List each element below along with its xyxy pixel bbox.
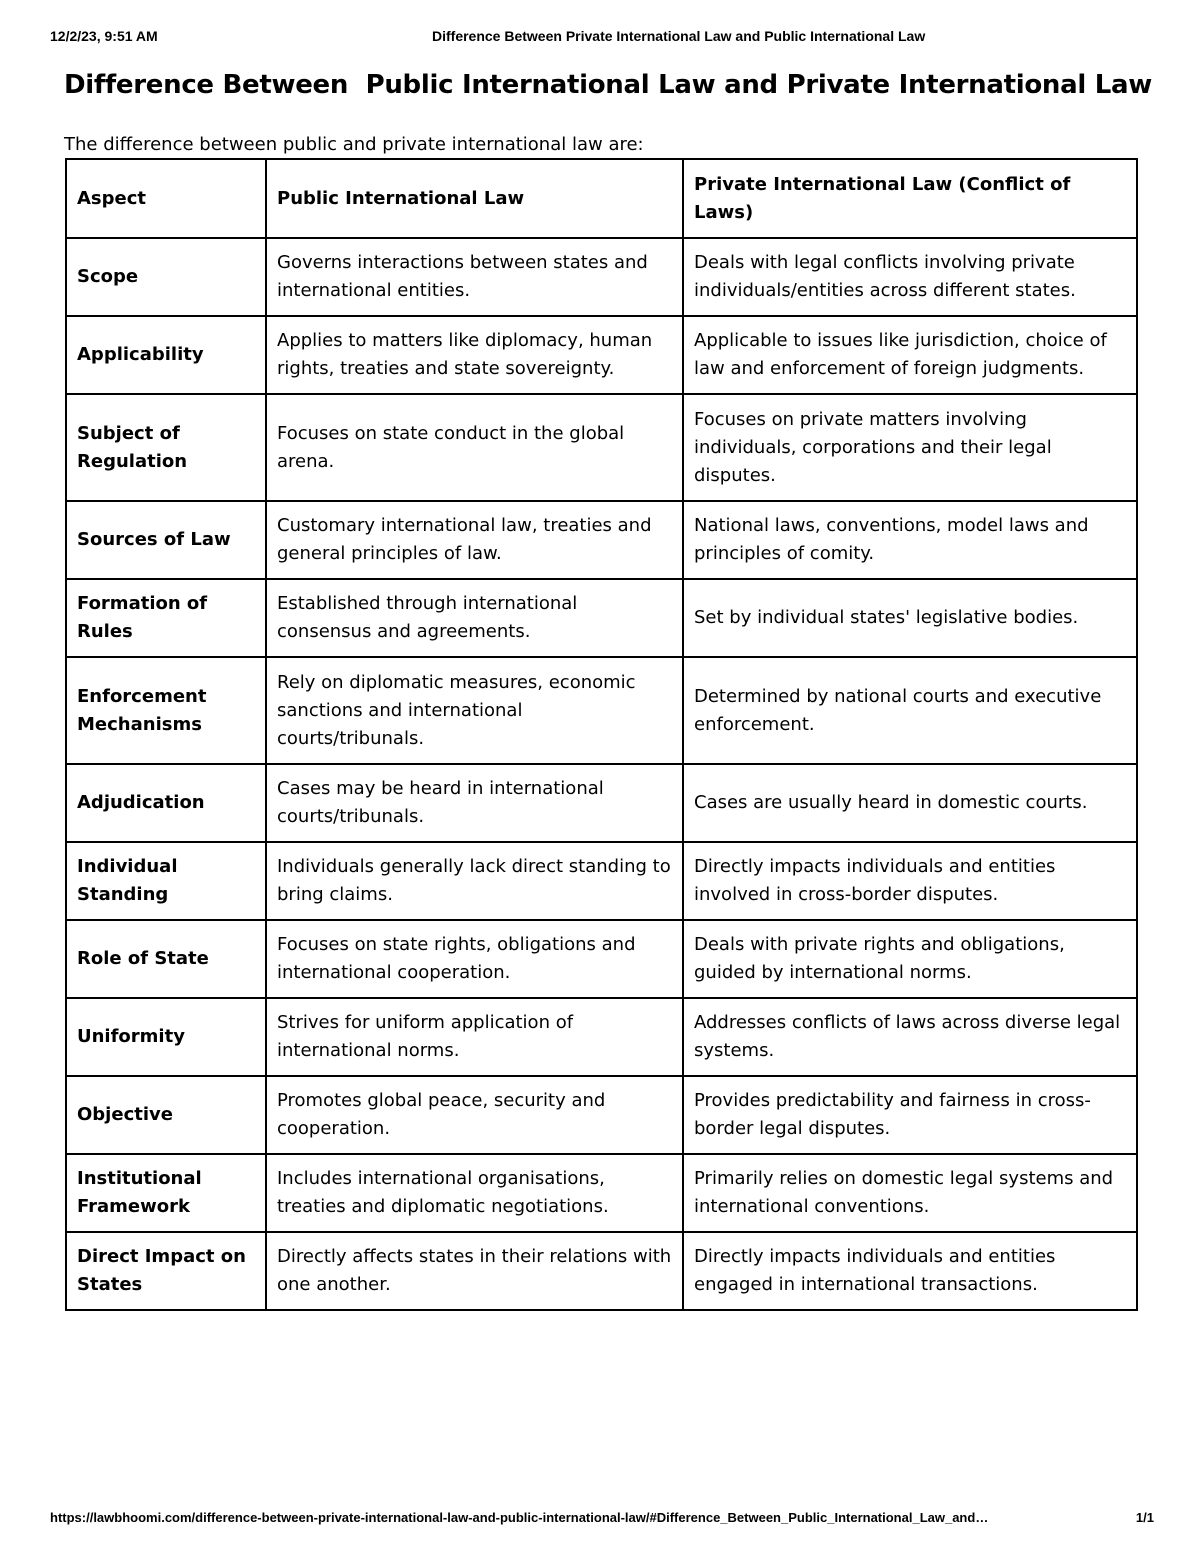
private-law-cell: Deals with private rights and obligations, guided by international norms. (683, 920, 1137, 998)
private-law-cell: Set by individual states' legislative bodies. (683, 579, 1137, 657)
private-law-cell: Addresses conflicts of laws across diverse legal systems. (683, 998, 1137, 1076)
source-url: https://lawbhoomi.com/difference-between-private-international-law-and-public-international-law/#Difference_Between_Public_International_Law_and… (50, 1510, 989, 1525)
private-law-cell: Directly impacts individuals and entities engaged in international transactions. (683, 1232, 1137, 1310)
public-law-cell: Customary international law, treaties and general principles of law. (266, 501, 683, 579)
private-law-cell: Primarily relies on domestic legal systems and international conventions. (683, 1154, 1137, 1232)
aspect-cell: Enforcement Mechanisms (66, 657, 266, 764)
private-law-cell: Determined by national courts and executive enforcement. (683, 657, 1137, 764)
table-row (66, 657, 1137, 764)
aspect-cell: Institutional Framework (66, 1154, 266, 1232)
public-law-cell: Includes international organisations, treaties and diplomatic negotiations. (266, 1154, 683, 1232)
public-law-cell: Governs interactions between states and international entities. (266, 238, 683, 316)
print-datetime: 12/2/23, 9:51 AM (50, 28, 158, 44)
table-row (66, 1154, 1137, 1232)
aspect-cell: Uniformity (66, 998, 266, 1076)
document-title: Difference Between Public International Law and Private International Law (64, 70, 1152, 100)
private-law-cell: Provides predictability and fairness in cross-border legal disputes. (683, 1076, 1137, 1154)
table-row (66, 1076, 1137, 1154)
private-law-cell: Cases are usually heard in domestic courts. (683, 764, 1137, 842)
private-law-cell: Applicable to issues like jurisdiction, choice of law and enforcement of foreign judgments. (683, 316, 1137, 394)
aspect-cell: Individual Standing (66, 842, 266, 920)
page-number: 1/1 (1135, 1510, 1154, 1525)
aspect-cell: Applicability (66, 316, 266, 394)
table-row (66, 238, 1137, 316)
header-aspect: Aspect (66, 159, 266, 238)
table-row (66, 998, 1137, 1076)
table-row (66, 394, 1137, 501)
public-law-cell: Focuses on state rights, obligations and international cooperation. (266, 920, 683, 998)
private-law-cell: National laws, conventions, model laws and principles of comity. (683, 501, 1137, 579)
aspect-cell: Subject of Regulation (66, 394, 266, 501)
aspect-cell: Role of State (66, 920, 266, 998)
print-page-title: Difference Between Private International Law and Public International Law (432, 28, 926, 44)
public-law-cell: Cases may be heard in international courts/tribunals. (266, 764, 683, 842)
aspect-cell: Scope (66, 238, 266, 316)
table-row (66, 316, 1137, 394)
table-row (66, 579, 1137, 657)
header-public-law: Public International Law (266, 159, 683, 238)
table-row (66, 764, 1137, 842)
aspect-cell: Objective (66, 1076, 266, 1154)
private-law-cell: Deals with legal conflicts involving private individuals/entities across different states. (683, 238, 1137, 316)
aspect-cell: Sources of Law (66, 501, 266, 579)
public-law-cell: Strives for uniform application of international norms. (266, 998, 683, 1076)
public-law-cell: Directly affects states in their relations with one another. (266, 1232, 683, 1310)
header-private-law: Private International Law (Conflict of Laws) (683, 159, 1137, 238)
public-law-cell: Established through international consensus and agreements. (266, 579, 683, 657)
aspect-cell: Adjudication (66, 764, 266, 842)
public-law-cell: Promotes global peace, security and cooperation. (266, 1076, 683, 1154)
private-law-cell: Directly impacts individuals and entities involved in cross-border disputes. (683, 842, 1137, 920)
table-row (66, 842, 1137, 920)
aspect-cell: Formation of Rules (66, 579, 266, 657)
public-law-cell: Individuals generally lack direct standing to bring claims. (266, 842, 683, 920)
comparison-table (65, 158, 1138, 1311)
table-header-row (66, 159, 1137, 238)
public-law-cell: Applies to matters like diplomacy, human rights, treaties and state sovereignty. (266, 316, 683, 394)
table-row (66, 920, 1137, 998)
aspect-cell: Direct Impact on States (66, 1232, 266, 1310)
print-header (50, 28, 1154, 50)
private-law-cell: Focuses on private matters involving individuals, corporations and their legal disputes. (683, 394, 1137, 501)
public-law-cell: Focuses on state conduct in the global arena. (266, 394, 683, 501)
print-footer (50, 1510, 1154, 1532)
table-row (66, 1232, 1137, 1310)
table-row (66, 501, 1137, 579)
public-law-cell: Rely on diplomatic measures, economic sanctions and international courts/tribunals. (266, 657, 683, 764)
intro-text: The difference between public and private international law are: (64, 134, 644, 155)
